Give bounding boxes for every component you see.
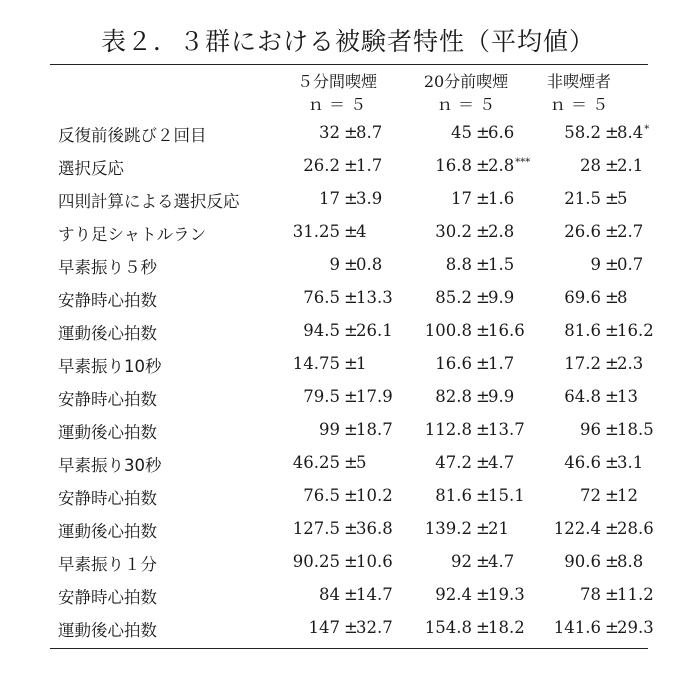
plus-minus-sign: ±	[605, 255, 619, 274]
row-label: 早素振り５秒	[58, 258, 157, 277]
plus-minus-sign: ±	[344, 123, 358, 142]
mean-value: 17	[451, 189, 472, 208]
value-cell	[402, 123, 542, 147]
value-cell	[402, 420, 542, 444]
table-row	[0, 381, 696, 413]
sd-number: 1.7	[488, 354, 515, 373]
sd-value	[488, 585, 525, 604]
plus-minus-sign: ±	[476, 321, 490, 340]
plus-minus-sign: ±	[344, 255, 358, 274]
plus-minus-sign: ±	[344, 618, 358, 637]
value-cell	[531, 552, 671, 576]
sd-value	[488, 486, 525, 505]
plus-minus-sign: ±	[476, 255, 490, 274]
sd-number: 21	[488, 519, 509, 538]
table-row	[0, 117, 696, 149]
value-cell	[270, 288, 410, 312]
sd-number: 1.7	[356, 156, 383, 175]
significance-mark: *	[644, 124, 650, 135]
sd-number: 0.8	[356, 255, 383, 274]
sd-value	[356, 552, 393, 571]
table-row	[0, 348, 696, 380]
sd-value	[617, 552, 643, 571]
sd-value	[356, 288, 393, 307]
value-cell	[531, 288, 671, 312]
mean-value: 28	[580, 156, 601, 175]
mean-value: 112.8	[424, 420, 472, 439]
plus-minus-sign: ±	[476, 387, 490, 406]
value-cell	[270, 354, 410, 378]
mean-value: 100.8	[424, 321, 472, 340]
plus-minus-sign: ±	[476, 288, 490, 307]
row-label: 運動後心拍数	[58, 522, 157, 541]
table-row	[0, 282, 696, 314]
mean-value: 16.6	[435, 354, 472, 373]
column-n: ｎ ＝ ５	[549, 95, 609, 114]
sd-value	[356, 420, 393, 439]
sd-number: 2.1	[617, 156, 644, 175]
mean-value: 69.6	[564, 288, 601, 307]
sd-number: 16.6	[488, 321, 525, 340]
sd-value	[488, 519, 509, 538]
mean-value: 122.4	[553, 519, 601, 538]
value-cell	[531, 222, 671, 246]
mean-value: 21.5	[564, 189, 601, 208]
plus-minus-sign: ±	[476, 486, 490, 505]
table-row	[0, 546, 696, 578]
value-cell	[270, 387, 410, 411]
mean-value: 90.6	[564, 552, 601, 571]
row-label: すり足シャトルラン	[58, 225, 207, 244]
sd-value	[488, 618, 525, 637]
row-label: 安静時心拍数	[58, 390, 157, 409]
mean-value: 76.5	[303, 486, 340, 505]
plus-minus-sign: ±	[344, 519, 358, 538]
value-cell	[402, 585, 542, 609]
value-cell	[531, 156, 671, 180]
sd-number: 8	[617, 288, 628, 307]
table-row	[0, 414, 696, 446]
sd-value	[356, 585, 393, 604]
value-cell	[531, 123, 671, 147]
mean-value: 46.25	[292, 453, 340, 472]
column-n: ｎ ＝ ５	[307, 95, 367, 114]
row-label: 早素振り30秒	[58, 456, 162, 475]
row-label: 安静時心拍数	[58, 489, 157, 508]
mean-value: 45	[451, 123, 472, 142]
plus-minus-sign: ±	[605, 519, 619, 538]
plus-minus-sign: ±	[476, 354, 490, 373]
sd-number: 18.5	[617, 420, 654, 439]
plus-minus-sign: ±	[344, 288, 358, 307]
sd-number: 13.3	[356, 288, 393, 307]
mean-value: 141.6	[553, 618, 601, 637]
sd-number: 4.7	[488, 453, 515, 472]
row-label: 早素振り１分	[58, 555, 157, 574]
sd-value	[617, 453, 643, 472]
row-label: 安静時心拍数	[58, 588, 157, 607]
value-cell	[270, 255, 410, 279]
row-label: 早素振り10秒	[58, 357, 162, 376]
mean-value: 81.6	[564, 321, 601, 340]
plus-minus-sign: ±	[476, 618, 490, 637]
sd-number: 8.7	[356, 123, 383, 142]
plus-minus-sign: ±	[605, 123, 619, 142]
sd-value	[617, 618, 654, 637]
value-cell	[531, 519, 671, 543]
table-row	[0, 183, 696, 215]
mean-value: 84	[319, 585, 340, 604]
plus-minus-sign: ±	[476, 156, 490, 175]
mean-value: 31.25	[292, 222, 340, 241]
plus-minus-sign: ±	[605, 552, 619, 571]
plus-minus-sign: ±	[605, 354, 619, 373]
mean-value: 92.4	[435, 585, 472, 604]
value-cell	[531, 255, 671, 279]
sd-number: 9.9	[488, 387, 515, 406]
plus-minus-sign: ±	[605, 585, 619, 604]
plus-minus-sign: ±	[605, 420, 619, 439]
plus-minus-sign: ±	[476, 519, 490, 538]
sd-value	[356, 156, 382, 175]
sd-value	[617, 222, 643, 241]
sd-value	[488, 222, 514, 241]
value-cell	[270, 453, 410, 477]
sd-value	[617, 354, 643, 373]
sd-number: 9.9	[488, 288, 515, 307]
value-cell	[270, 123, 410, 147]
sd-number: 4.7	[488, 552, 515, 571]
row-label: 反復前後跳び２回目	[58, 126, 207, 145]
value-cell	[531, 354, 671, 378]
row-label: 選択反応	[58, 159, 124, 178]
sd-number: 3.9	[356, 189, 383, 208]
sd-value	[356, 123, 382, 142]
mean-value: 26.2	[303, 156, 340, 175]
sd-value	[488, 420, 525, 439]
plus-minus-sign: ±	[476, 123, 490, 142]
value-cell	[402, 354, 542, 378]
sd-value	[617, 123, 649, 142]
plus-minus-sign: ±	[476, 585, 490, 604]
value-cell	[531, 585, 671, 609]
plus-minus-sign: ±	[605, 189, 619, 208]
sd-value	[617, 321, 654, 340]
mean-value: 47.2	[435, 453, 472, 472]
mean-value: 154.8	[424, 618, 472, 637]
value-cell	[531, 486, 671, 510]
mean-value: 46.6	[564, 453, 601, 472]
sd-value	[356, 255, 382, 274]
sd-value	[356, 453, 367, 472]
plus-minus-sign: ±	[344, 156, 358, 175]
sd-value	[488, 189, 514, 208]
row-label: 運動後心拍数	[58, 324, 157, 343]
plus-minus-sign: ±	[476, 552, 490, 571]
sd-number: 1.6	[488, 189, 515, 208]
value-cell	[402, 453, 542, 477]
sd-number: 15.1	[488, 486, 525, 505]
column-name: ５分間喫煙	[296, 72, 377, 91]
plus-minus-sign: ±	[344, 420, 358, 439]
sd-value	[356, 486, 393, 505]
plus-minus-sign: ±	[605, 618, 619, 637]
plus-minus-sign: ±	[605, 453, 619, 472]
plus-minus-sign: ±	[605, 288, 619, 307]
sd-value	[356, 519, 393, 538]
mean-value: 81.6	[435, 486, 472, 505]
sd-number: 17.9	[356, 387, 393, 406]
mean-value: 127.5	[292, 519, 340, 538]
mean-value: 85.2	[435, 288, 472, 307]
top-rule	[50, 64, 648, 65]
sd-number: 29.3	[617, 618, 654, 637]
value-cell	[531, 618, 671, 642]
value-cell	[270, 519, 410, 543]
sd-value	[488, 288, 514, 307]
mean-value: 64.8	[564, 387, 601, 406]
value-cell	[402, 321, 542, 345]
column-header-nonsmoker	[509, 70, 649, 116]
mean-value: 78	[580, 585, 601, 604]
table-row	[0, 315, 696, 347]
mean-value: 14.75	[292, 354, 340, 373]
plus-minus-sign: ±	[344, 354, 358, 373]
sd-value	[356, 618, 393, 637]
sd-value	[488, 156, 530, 175]
mean-value: 17.2	[564, 354, 601, 373]
mean-value: 32	[319, 123, 340, 142]
value-cell	[270, 189, 410, 213]
mean-value: 79.5	[303, 387, 340, 406]
row-label: 安静時心拍数	[58, 291, 157, 310]
sd-number: 12	[617, 486, 638, 505]
sd-value	[356, 321, 393, 340]
sd-value	[488, 387, 514, 406]
sd-number: 36.8	[356, 519, 393, 538]
sd-number: 18.2	[488, 618, 525, 637]
value-cell	[270, 585, 410, 609]
value-cell	[531, 420, 671, 444]
sd-value	[488, 255, 514, 274]
sd-number: 13	[617, 387, 638, 406]
value-cell	[531, 387, 671, 411]
value-cell	[402, 519, 542, 543]
sd-value	[617, 420, 654, 439]
sd-number: 6.6	[488, 123, 515, 142]
sd-number: 10.2	[356, 486, 393, 505]
table-title: 表２．３群における被験者特性（平均値）	[100, 27, 595, 56]
sd-number: 0.7	[617, 255, 644, 274]
plus-minus-sign: ±	[344, 387, 358, 406]
table-row	[0, 249, 696, 281]
sd-value	[617, 387, 638, 406]
sd-number: 26.1	[356, 321, 393, 340]
mean-value: 147	[308, 618, 340, 637]
plus-minus-sign: ±	[344, 552, 358, 571]
table-row	[0, 150, 696, 182]
plus-minus-sign: ±	[476, 453, 490, 472]
value-cell	[402, 618, 542, 642]
mean-value: 30.2	[435, 222, 472, 241]
row-label: 運動後心拍数	[58, 621, 157, 640]
value-cell	[402, 189, 542, 213]
table-row	[0, 513, 696, 545]
plus-minus-sign: ±	[605, 222, 619, 241]
plus-minus-sign: ±	[605, 387, 619, 406]
value-cell	[270, 552, 410, 576]
plus-minus-sign: ±	[476, 189, 490, 208]
mean-value: 76.5	[303, 288, 340, 307]
plus-minus-sign: ±	[344, 189, 358, 208]
plus-minus-sign: ±	[344, 486, 358, 505]
bottom-rule	[50, 648, 648, 649]
sd-number: 8.8	[617, 552, 644, 571]
sd-value	[356, 222, 367, 241]
sd-number: 5	[356, 453, 367, 472]
value-cell	[270, 618, 410, 642]
value-cell	[270, 222, 410, 246]
sd-value	[488, 453, 514, 472]
mean-value: 82.8	[435, 387, 472, 406]
sd-number: 16.2	[617, 321, 654, 340]
sd-number: 1	[356, 354, 367, 373]
value-cell	[270, 156, 410, 180]
mean-value: 9	[590, 255, 601, 274]
significance-mark: ***	[515, 157, 531, 168]
table-row	[0, 447, 696, 479]
plus-minus-sign: ±	[344, 453, 358, 472]
mean-value: 72	[580, 486, 601, 505]
plus-minus-sign: ±	[476, 222, 490, 241]
sd-value	[488, 552, 514, 571]
plus-minus-sign: ±	[476, 420, 490, 439]
column-header-5min	[267, 70, 407, 116]
mean-value: 58.2	[564, 123, 601, 142]
sd-value	[617, 486, 638, 505]
sd-number: 14.7	[356, 585, 393, 604]
sd-value	[356, 354, 367, 373]
sd-number: 19.3	[488, 585, 525, 604]
value-cell	[402, 222, 542, 246]
plus-minus-sign: ±	[605, 156, 619, 175]
mean-value: 90.25	[292, 552, 340, 571]
mean-value: 9	[329, 255, 340, 274]
row-label: 四則計算による選択反応	[58, 192, 240, 211]
sd-value	[356, 387, 393, 406]
sd-number: 2.8	[488, 156, 515, 175]
mean-value: 99	[319, 420, 340, 439]
value-cell	[402, 255, 542, 279]
sd-value	[617, 288, 628, 307]
mean-value: 16.8	[435, 156, 472, 175]
plus-minus-sign: ±	[344, 321, 358, 340]
value-cell	[531, 321, 671, 345]
value-cell	[402, 288, 542, 312]
sd-value	[617, 189, 628, 208]
table-row	[0, 579, 696, 611]
sd-number: 28.6	[617, 519, 654, 538]
sd-number: 13.7	[488, 420, 525, 439]
column-name: 非喫煙者	[546, 72, 611, 91]
value-cell	[402, 156, 542, 180]
sd-value	[617, 519, 654, 538]
mean-value: 17	[319, 189, 340, 208]
mean-value: 92	[451, 552, 472, 571]
mean-value: 139.2	[424, 519, 472, 538]
value-cell	[531, 453, 671, 477]
sd-number: 4	[356, 222, 367, 241]
row-label: 運動後心拍数	[58, 423, 157, 442]
sd-value	[617, 156, 643, 175]
sd-value	[488, 123, 514, 142]
sd-value	[356, 189, 382, 208]
sd-number: 8.4	[617, 123, 644, 142]
sd-number: 2.8	[488, 222, 515, 241]
sd-number: 32.7	[356, 618, 393, 637]
value-cell	[531, 189, 671, 213]
value-cell	[270, 321, 410, 345]
mean-value: 96	[580, 420, 601, 439]
sd-number: 18.7	[356, 420, 393, 439]
sd-value	[617, 585, 654, 604]
value-cell	[402, 486, 542, 510]
sd-number: 11.2	[617, 585, 654, 604]
table-row	[0, 480, 696, 512]
sd-number: 2.3	[617, 354, 644, 373]
plus-minus-sign: ±	[605, 486, 619, 505]
column-name: 20分前喫煙	[423, 72, 509, 91]
sd-number: 2.7	[617, 222, 644, 241]
sd-number: 10.6	[356, 552, 393, 571]
sd-value	[488, 354, 514, 373]
mean-value: 26.6	[564, 222, 601, 241]
value-cell	[402, 387, 542, 411]
value-cell	[270, 486, 410, 510]
mean-value: 94.5	[303, 321, 340, 340]
plus-minus-sign: ±	[344, 585, 358, 604]
sd-number: 3.1	[617, 453, 644, 472]
sd-value	[488, 321, 525, 340]
table-row	[0, 612, 696, 644]
value-cell	[402, 552, 542, 576]
table-row	[0, 216, 696, 248]
sd-number: 5	[617, 189, 628, 208]
plus-minus-sign: ±	[605, 321, 619, 340]
plus-minus-sign: ±	[344, 222, 358, 241]
sd-value	[617, 255, 643, 274]
mean-value: 8.8	[445, 255, 472, 274]
sd-number: 1.5	[488, 255, 515, 274]
value-cell	[270, 420, 410, 444]
column-n: ｎ ＝ ５	[436, 95, 496, 114]
